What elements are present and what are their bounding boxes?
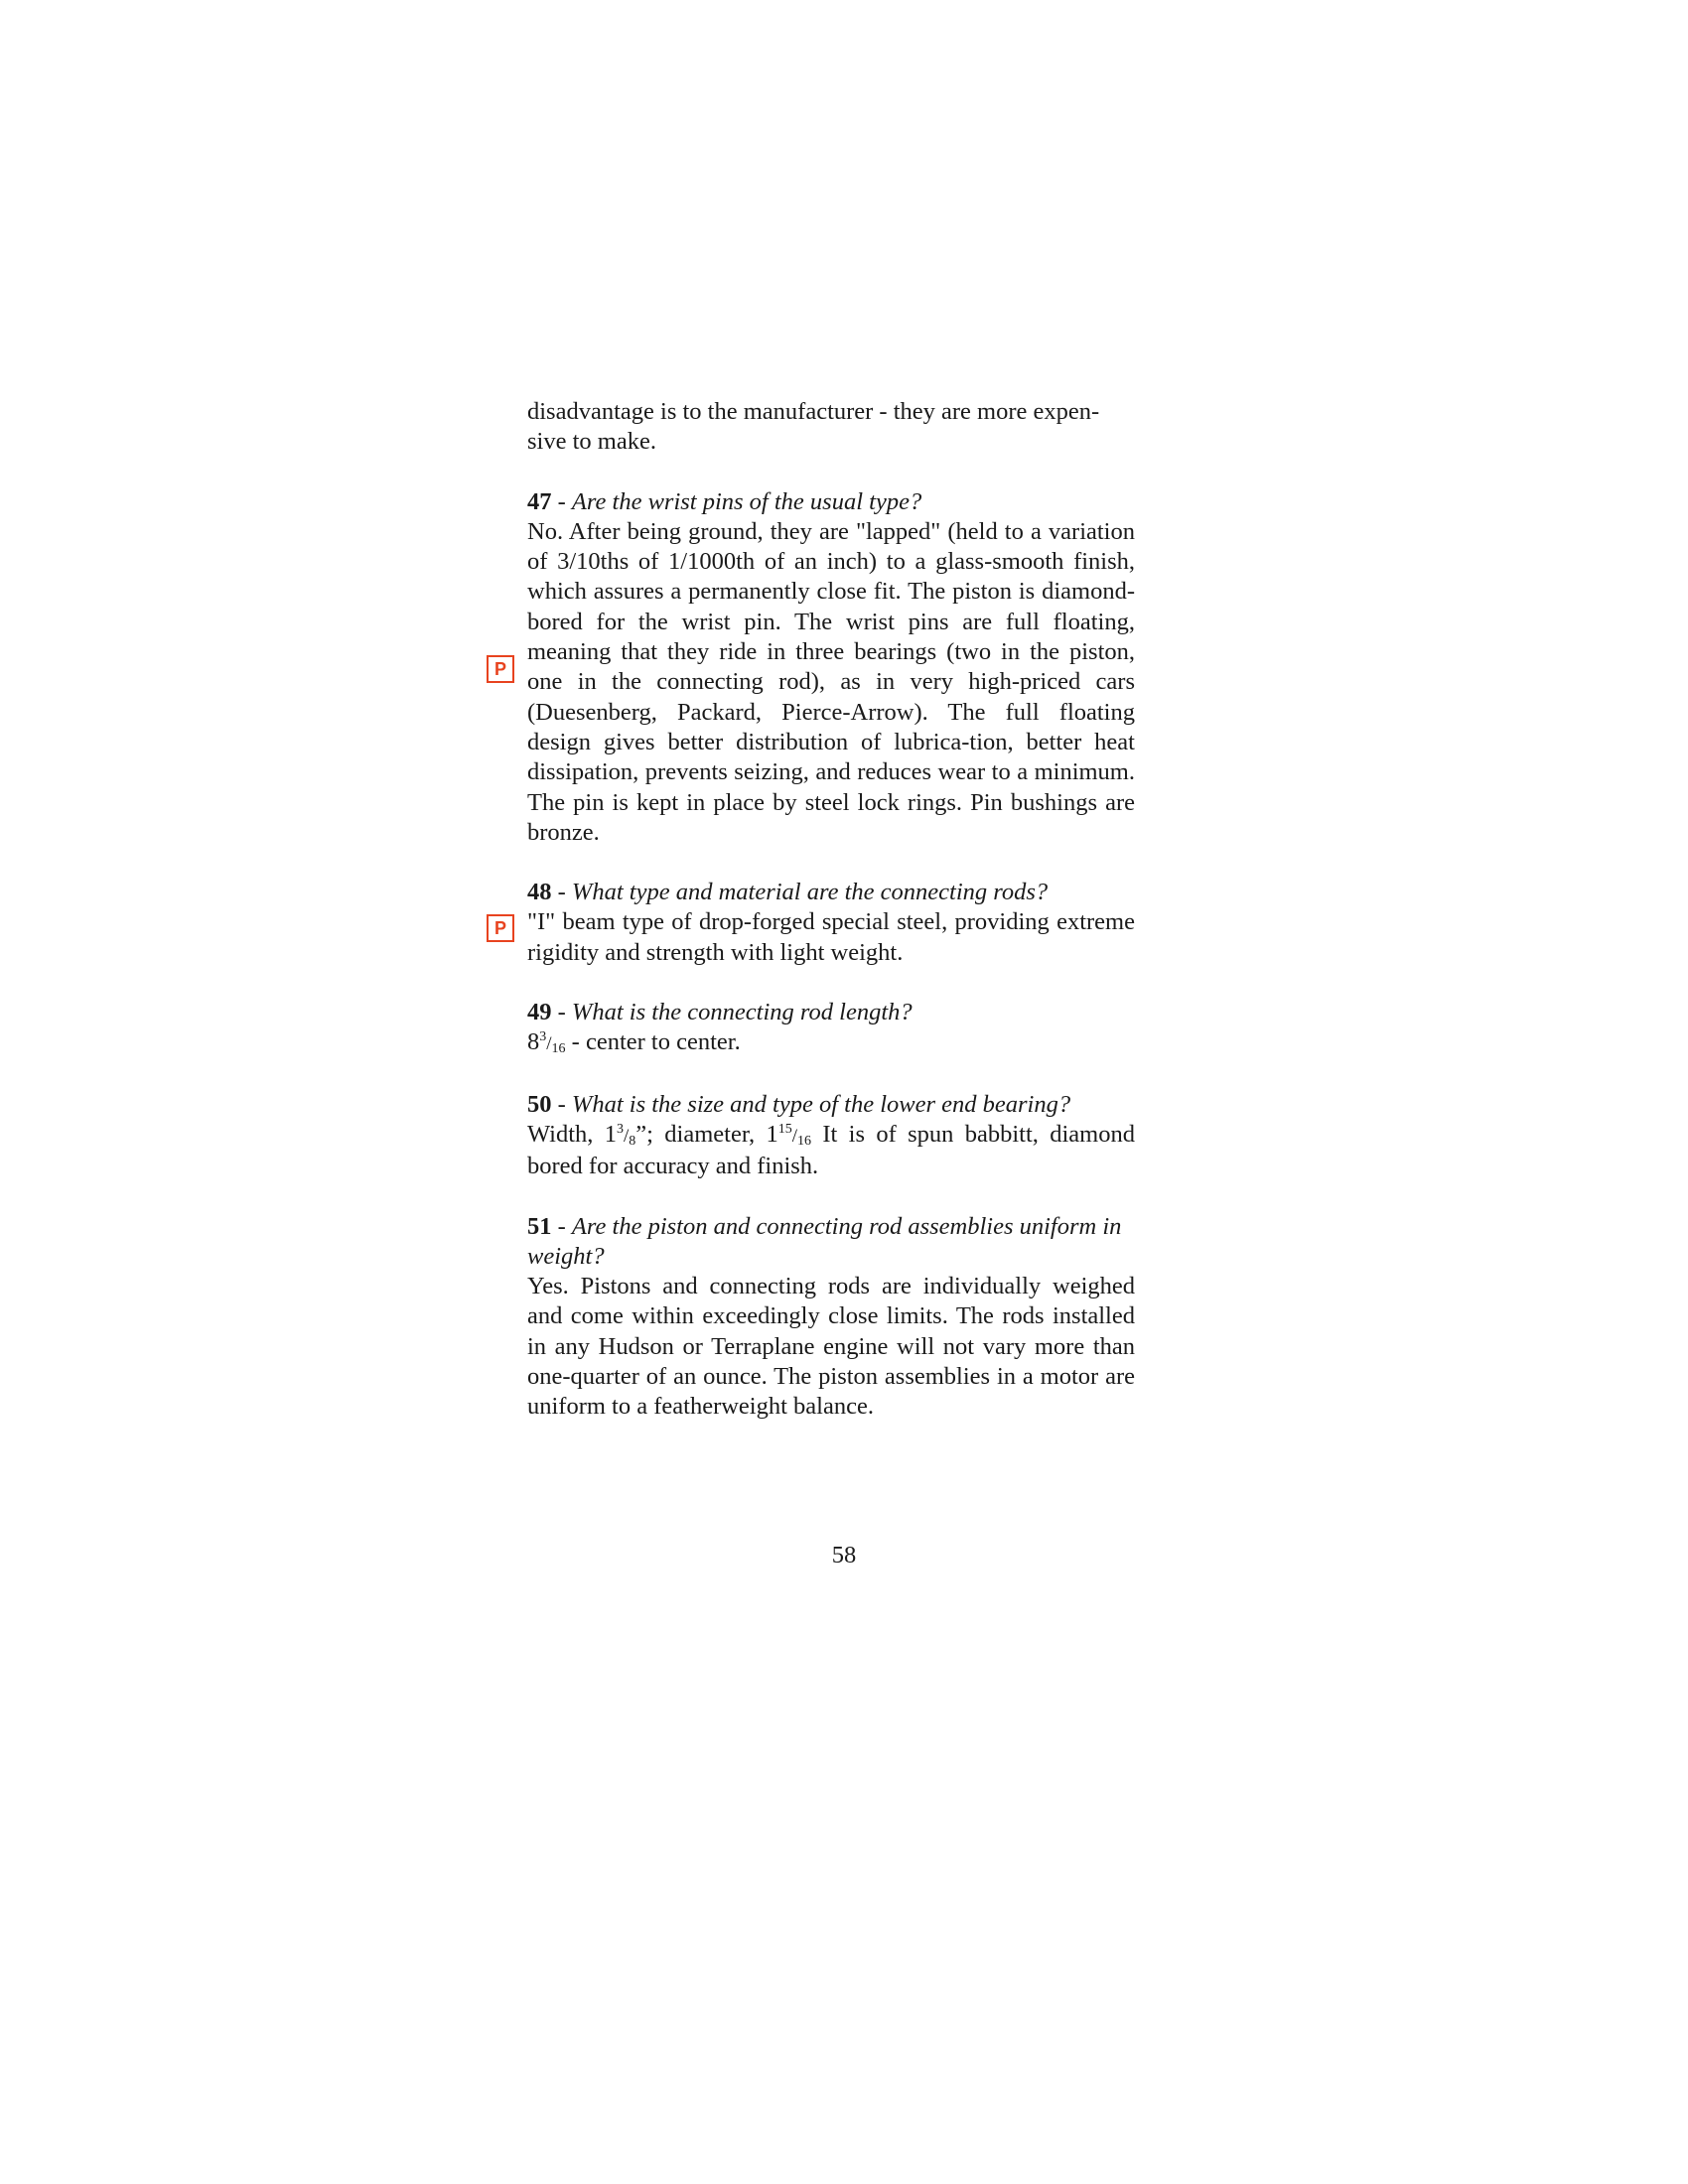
question-number: 47 [527,487,552,515]
text-column [527,397,1135,1452]
intro-paragraph [527,397,1135,458]
length-whole: 8 [527,1028,540,1056]
question-text: What type and material are the connecting rods? [571,879,1049,906]
answer-51: Yes. Pistons and connecting rods are individually weighed and come within exceedingly close limits. The rods installed in any Hudson or Terraplane engine will not vary more than one-quarter of an ounce. The piston assemblies in a motor are uniform to a featherweight balance. [527,1273,1135,1421]
question-text: What is the connecting rod length? [571,999,913,1026]
answer-50: Width, $1^3/8$”; diameter, $1^{15}/16$ It is of spun babbitt, diamond bored for accuracy and finish. [527,1120,1135,1180]
p-marker-icon[interactable]: P [487,914,514,942]
answer-47: No. After being ground, they are "lapped" (held to a variation of 3/10ths of 1/1000th of an inch) to a glass-smooth finish, which assures a permanently close fit. The piston is diamond-bored for the wrist pin. The wrist pins are full floating, meaning that they ride in three bearings (two in the piston, one in the connecting rod), as in very high-priced cars (Duesenberg, Packard, Pierce-Arrow). The full floating design gives better distribution of lubrica-tion, better heat dissipation, prevents seizing, and reduces wear to a minimum. The pin is kept in place by steel lock rings. Pin bushings are bronze. [527,517,1135,846]
qa-51 [527,1212,1135,1423]
question-number: 51 [527,1212,552,1240]
question-text: What is the size and type of the lower end bearing? [571,1090,1071,1118]
width-numerator: 3 [616,1121,624,1137]
question-text: Are the wrist pins of the usual type? [571,487,922,515]
question-number: 49 [527,999,552,1026]
qa-47 [527,487,1135,849]
width-denominator: 8 [629,1133,636,1149]
length-rest: - center to center. [565,1028,741,1056]
qa-48 [527,878,1135,968]
bearing-description: It is of spun babbitt, diamond bored for accuracy and finish. [527,1120,1135,1180]
question-text: Are the piston and connecting rod assemblies uniform in weight? [527,1212,1122,1270]
answer-48: "I" beam type of drop-forged special steel, providing extreme rigidity and strength with light weight. [527,908,1135,966]
length-numerator: 3 [539,1029,547,1045]
page-number: 58 [831,1542,857,1569]
question-number: 50 [527,1090,552,1118]
question-48: 48 - What type and material are the connecting rods? [527,879,1049,906]
width-label: Width, 1 [527,1120,617,1148]
diameter-numerator: 15 [777,1121,792,1137]
p-marker-icon[interactable]: P [487,655,514,683]
question-47: 47 - Are the wrist pins of the usual type? [527,487,922,515]
answer-49: $8^3/16$ - center to center. [527,1028,741,1057]
diameter-denominator: 16 [797,1133,812,1149]
intro-line-1: disadvantage is to the manufacturer - they are more expen- [527,398,1100,425]
question-number: 48 [527,879,552,906]
length-denominator: 16 [551,1041,566,1057]
diameter-label: ”; diameter, 1 [635,1120,778,1148]
intro-line-2: sive to make. [527,428,656,456]
qa-49 [527,998,1135,1060]
question-49: 49 - What is the connecting rod length? [527,999,913,1026]
question-51: 51 - Are the piston and connecting rod assemblies uniform in weight? [527,1212,1122,1270]
question-50: 50 - What is the size and type of the lower end bearing? [527,1090,1071,1118]
qa-50 [527,1090,1135,1182]
